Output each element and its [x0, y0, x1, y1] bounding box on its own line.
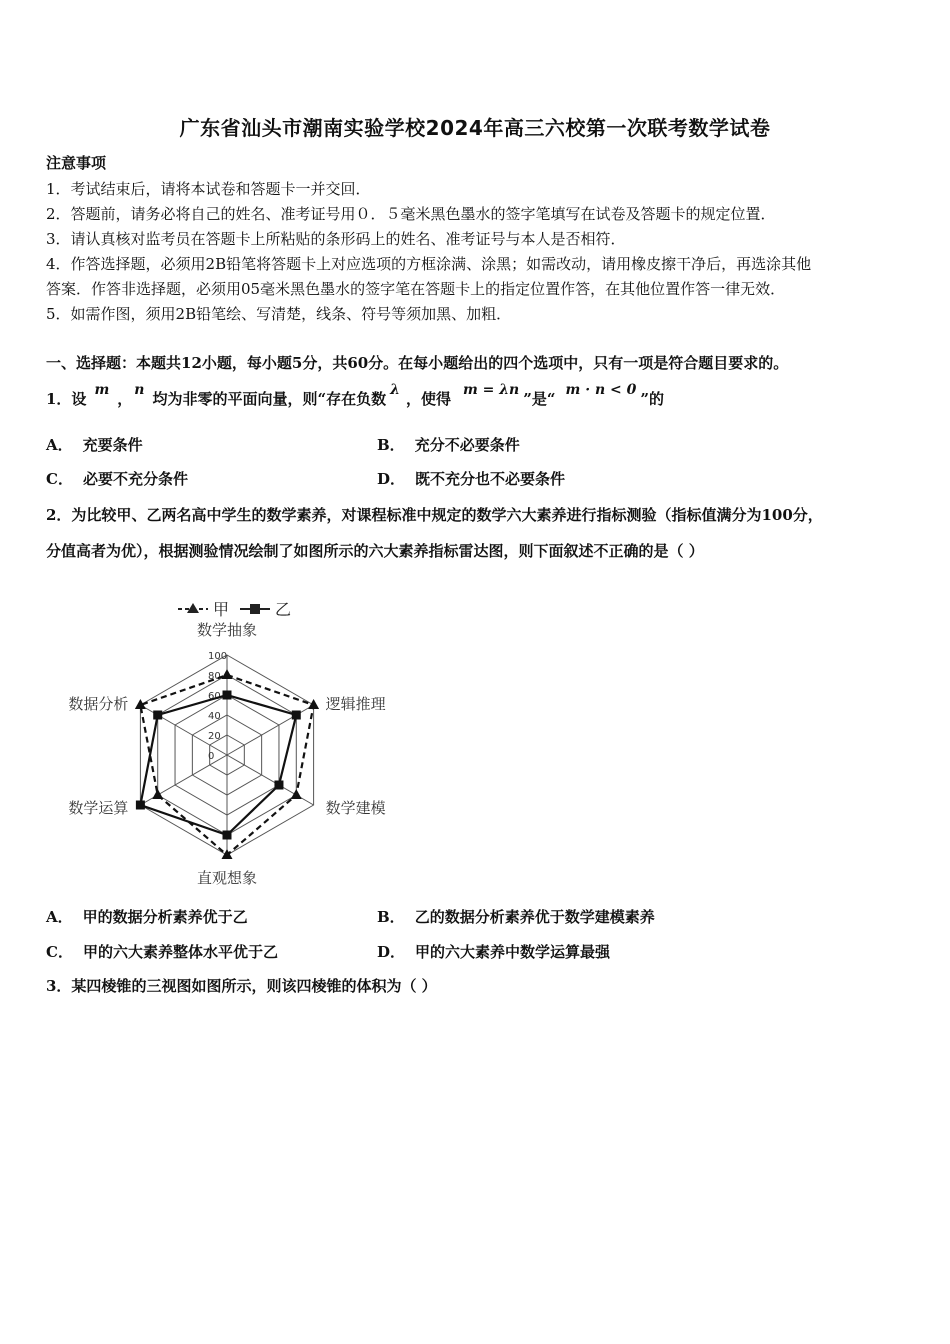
axis-tick-label: 60: [208, 691, 221, 702]
q2-option-d: D． 甲的六大素养中数学运算最强: [377, 943, 611, 961]
q1-n: n: [134, 382, 145, 398]
data-point-甲: [152, 789, 163, 799]
notice-heading: 注意事项: [46, 154, 107, 172]
axis-tick-label: 80: [208, 671, 221, 682]
q1-text: 1．设: [46, 390, 87, 408]
notice-item: 4．作答选择题，必须用2B铅笔将答题卡上对应选项的方框涂满、涂黑；如需改动，请用橡皮擦干净后，再选涂其他: [46, 255, 812, 273]
q2-option-c: C． 甲的六大素养整体水平优于乙: [46, 943, 278, 961]
data-point-甲: [308, 699, 319, 709]
category-label: 数学运算: [68, 799, 129, 817]
axis-tick-label: 40: [208, 711, 221, 722]
exam-title: 广东省汕头市潮南实验学校2024年高三六校第一次联考数学试卷: [179, 116, 771, 140]
notice-item: 2．答题前，请务必将自己的姓名、准考证号用０．５毫米黑色墨水的签字笔填写在试卷及答题卡的规定位置．: [46, 205, 776, 223]
data-point-乙: [136, 801, 145, 810]
q1-m: m: [94, 382, 110, 398]
data-point-乙: [223, 831, 232, 840]
category-label: 逻辑推理: [325, 695, 386, 713]
q1-option-b: B． 充分不必要条件: [377, 436, 520, 454]
notice-item: 1．考试结束后，请将本试卷和答题卡一并交回．: [46, 180, 371, 198]
category-label: 直观想象: [196, 869, 258, 887]
q1-text: ，使得: [405, 390, 451, 408]
q1-option-c: C． 必要不充分条件: [46, 470, 188, 488]
q1-text: ”是“: [523, 390, 556, 408]
q1-comma: ，: [117, 390, 133, 408]
legend-label-yi: 乙: [275, 600, 292, 619]
section-heading: 一、选择题：本题共12小题，每小题5分，共60分。在每小题给出的四个选项中，只有一项是符合题目要求的。: [46, 354, 789, 372]
data-point-乙: [223, 691, 232, 700]
data-point-甲: [222, 669, 233, 679]
data-point-乙: [274, 781, 283, 790]
axis-tick-label: 0: [208, 751, 215, 762]
data-point-乙: [153, 711, 162, 720]
question-1-stem: [46, 382, 664, 409]
q1-lambda: λ: [390, 382, 400, 398]
axis-tick-label: 100: [208, 651, 228, 662]
question-2-line-1: 2．为比较甲、乙两名高中学生的数学素养，对课程标准中规定的数学六大素养进行指标测验（指标值满分为100分，: [46, 506, 823, 524]
chart-legend: [178, 600, 291, 619]
notice-item: 5．如需作图，须用2B铅笔绘、写清楚，线条、符号等须加黑、加粗．: [46, 305, 512, 323]
data-point-甲: [291, 789, 302, 799]
category-label: 数学抽象: [196, 621, 258, 639]
legend-marker-yi: [250, 604, 260, 614]
q1-option-a: A． 充要条件: [46, 436, 143, 454]
question-2-line-2: 分值高者为优），根据测验情况绘制了如图所示的六大素养指标雷达图，则下面叙述不正确的是（ ）: [46, 542, 704, 560]
q1-text: 均为非零的平面向量，则“存在负数: [152, 390, 387, 408]
q1-text: ”的: [640, 390, 664, 408]
q1-option-d: D． 既不充分也不必要条件: [377, 470, 566, 488]
notice-item: 3．请认真核对监考员在答题卡上所粘贴的条形码上的姓名、准考证号与本人是否相符．: [46, 230, 626, 248]
radar-chart: [60, 590, 420, 890]
question-3: 3．某四棱锥的三视图如图所示，则该四棱锥的体积为（ ）: [46, 977, 437, 995]
data-point-乙: [292, 711, 301, 720]
q1-equation-1: m = λn: [462, 382, 520, 398]
notice-item: 答案．作答非选择题，必须用05毫米黑色墨水的签字笔在答题卡上的指定位置作答，在其他位置作答一律无效．: [46, 280, 786, 298]
axis-tick-label: 20: [208, 731, 221, 742]
category-label: 数据分析: [68, 695, 129, 713]
q1-equation-2: m · n < 0: [565, 382, 637, 398]
q2-option-a: A． 甲的数据分析素养优于乙: [46, 908, 248, 926]
legend-label-jia: 甲: [213, 600, 230, 619]
category-label: 数学建模: [325, 799, 386, 817]
q2-option-b: B． 乙的数据分析素养优于数学建模素养: [377, 908, 655, 926]
